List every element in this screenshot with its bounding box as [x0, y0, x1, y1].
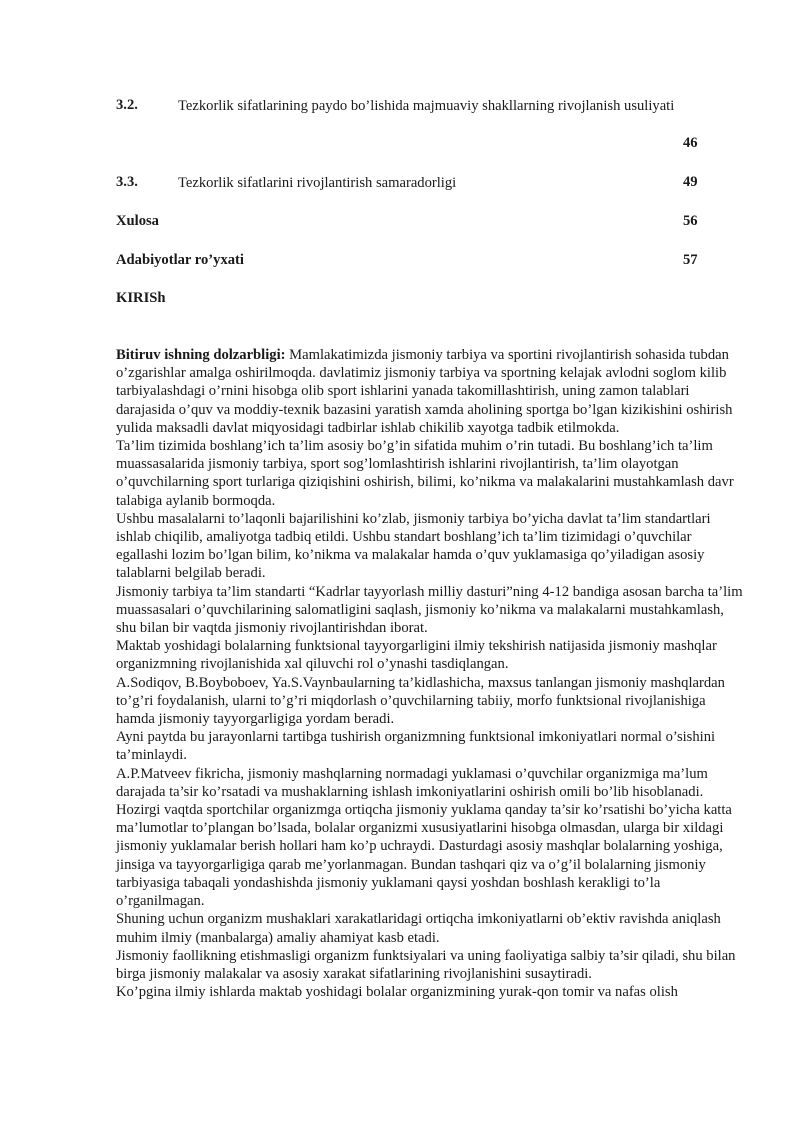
paragraph: Shuning uchun organizm mushaklari xarakatlaridagi ortiqcha imkoniyatlarni ob’ektiv ravishda aniqlash muhim ilmiy (manbalarga) amaliy ahamiyat kasb etadi. — [116, 911, 721, 946]
paragraph: Jismoniy faollikning etishmasligi organizm funktsiyalari va uning faoliyatiga salbiy ta’sir qiladi, shu bilan birga jismoniy malakalar va asosiy xarakat sifatlarining rivojlanishini susaytiradi. — [116, 947, 736, 982]
toc-number: 3.3. — [116, 174, 138, 190]
body-text — [116, 346, 746, 1001]
paragraph: Ushbu masalalarni to’laqonli bajarilishini ko’zlab, jismoniy tarbiya bo’yicha davlat ta’lim standartlari ishlab chiqilib, amaliyotga tadbiq etildi. Ushbu standart boshlang’ich ta’lim tizimidagi o’quvchilar egallashi lozim bo’lgan bilim, ko’nikma va malakalar hamda o’quv yuklamasiga qo’yiladigan asosiy talablarni belgilab beradi. — [116, 510, 711, 582]
toc-page-number: 49 — [683, 174, 698, 190]
paragraph: Hozirgi vaqtda sportchilar organizmga ortiqcha jismoniy yuklama qanday ta’sir ko’rsatishi bo’yicha katta ma’lumotlar to’plangan bo’lsada, bolalar organizmi xususiyatlarini hisobga olmasdan, ularga bir xildagi jismoniy yuklamalar berish hollari ham ko’p uchraydi. Dasturdagi asosiy mashqlar bolalarning yoshiga, jinsiga va tayyorgarligiga qarab me’yorlanmagan. Bundan tashqari qiz va o’g’il bolalarning jismoniy tarbiyasiga tabaqali yondashishda jismoniy yuklamani qaysi yoshdan boshlash kerakligi to’la o’rganilmagan. — [116, 802, 732, 910]
paragraph: A.P.Matveev fikricha, jismoniy mashqlarning normadagi yuklamasi o’quvchilar organizmiga ma’lum darajada ta’sir ko’rsatadi va mushaklarning ishlash imkoniyatlarini oshirish omili bo’lib hisoblanadi. — [116, 765, 708, 800]
paragraph: Jismoniy tarbiya ta’lim standarti “Kadrlar tayyorlash milliy dasturi”ning 4-12 bandiga asosan barcha ta’lim muassasalari o’quvchilarining salomatligini saqlash, jismoniy ko’nikma va malakalarni mustahkamlash, shu bilan bir vaqtda jismoniy rivojlantirishdan iborat. — [116, 583, 743, 637]
intro-text: Mamlakatimizda jismoniy tarbiya va sportini rivojlantirish sohasida tubdan o’zgarishlar amalga oshirilmoqda. davlatimiz jismoniy tarbiya va sportning kelajak avlodni soglom kilib tarbiyalashdagi o’rnini hisobga olib sport ishlarini yanada takomillashtirish, uning zamon talablari darajasida o’quv va moddiy-texnik bazasini yaratish xamda aholining sportga bo’lgan kizikishini oshirish yulida maksadli davlat miqyosidagi tadbirlar ishlab chikilib xayotga tadbik etilmokda. — [116, 347, 733, 436]
intro-bold-lead: Bitiruv ishning dolzarbligi: — [116, 347, 286, 363]
intro-paragraph — [116, 346, 746, 437]
paragraph: Ayni paytda bu jarayonlarni tartibga tushirish organizmning funktsional imkoniyatlari normal o’sishini ta’minlaydi. — [116, 729, 716, 764]
section-heading: KIRISh — [116, 290, 166, 306]
toc-page-number: 57 — [683, 252, 698, 268]
toc-page-number: 46 — [683, 135, 698, 151]
toc-title: Tezkorlik sifatlarining paydo bo’lishida majmuaviy shakllarning rivojlanish usuliyati — [178, 98, 675, 114]
toc-title: Adabiyotlar ro’yxati — [116, 252, 244, 268]
paragraph: Ko’pgina ilmiy ishlarda maktab yoshidagi bolalar organizmining yurak-qon tomir va nafas olish — [116, 984, 678, 1001]
toc-title: Tezkorlik sifatlarini rivojlantirish samaradorligi — [178, 175, 457, 191]
toc-page-number: 56 — [683, 213, 698, 229]
paragraph: Maktab yoshidagi bolalarning funktsional tayyorgarligini ilmiy tekshirish natijasida jismoniy mashqlar organizmning rivojlanishida xal qiluvchi rol o’ynashi tasdiqlangan. — [116, 638, 717, 673]
paragraph: Ta’lim tizimida boshlang’ich ta’lim asosiy bo’g’in sifatida muhim o’rin tutadi. Bu boshlang’ich ta’lim muassasalarida jismoniy tarbiya, sport sog’lomlashtirish ishlarini rivojlantirish, ta’lim olayotgan o’quvchilarning sport turlariga qiziqishini oshirish, bilimi, ko’nikma va malakalarini mustahkamlash davr talabiga aylanib bormoqda. — [116, 438, 734, 509]
paragraph: A.Sodiqov, B.Boyboboev, Ya.S.Vaynbaularning ta’kidlashicha, maxsus tanlangan jismoniy mashqlardan to’g’ri foydalanish, ularni to’g’ri miqdorlash o’quvchilarning tabiiy, morfo funktsional rivojlanishiga hamda jismoniy tayyorgarligiga yordam beradi. — [116, 674, 725, 728]
toc-number: 3.2. — [116, 97, 138, 113]
toc-title: Xulosa — [116, 213, 159, 229]
